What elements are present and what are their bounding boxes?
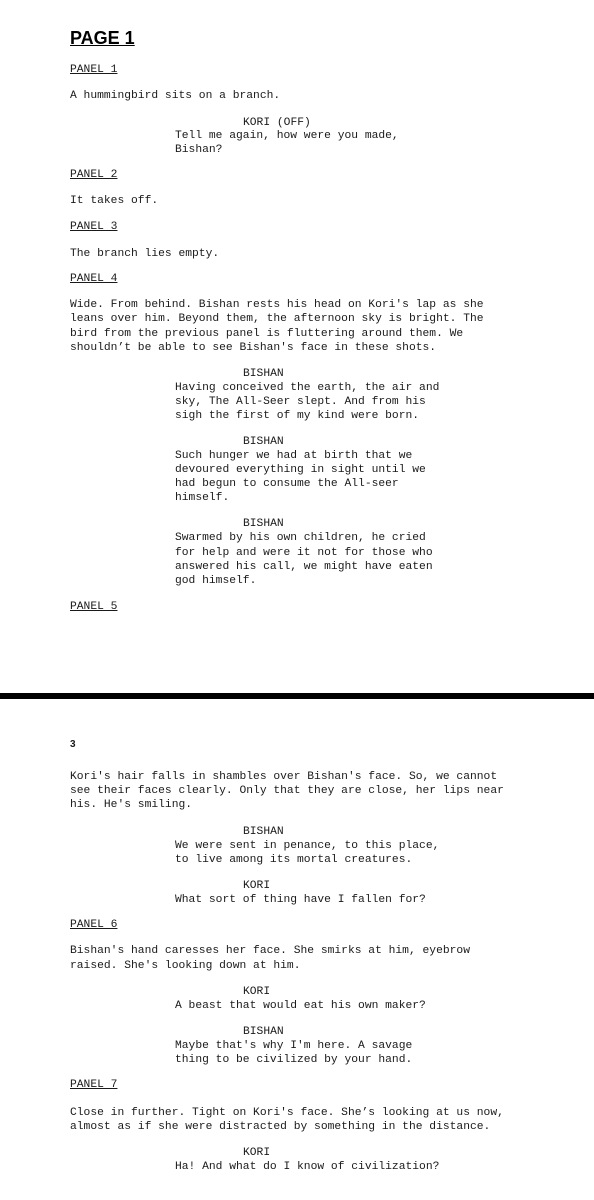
dialogue-line: devoured everything in sight until we bbox=[175, 464, 426, 476]
panel-2-action: It takes off. bbox=[70, 195, 159, 207]
dialogue-line: Maybe that's why I'm here. A savage bbox=[175, 1040, 413, 1052]
dialogue-line: Tell me again, how were you made, bbox=[175, 130, 399, 142]
dialogue-line: sky, The All-Seer slept. And from his bbox=[175, 396, 426, 408]
panel-5-heading: PANEL 5 bbox=[70, 601, 118, 613]
dialogue-line: himself. bbox=[175, 492, 230, 504]
character-name: KORI bbox=[243, 986, 271, 998]
character-name: BISHAN bbox=[243, 368, 284, 380]
action-line: Wide. From behind. Bishan rests his head on Kori's lap as she bbox=[70, 299, 484, 311]
panel-6-heading: PANEL 6 bbox=[70, 919, 118, 931]
action-line: Kori's hair falls in shambles over Bishan's face. So, we cannot bbox=[70, 771, 498, 783]
dialogue-line: answered his call, we might have eaten bbox=[175, 561, 433, 573]
action-line: Bishan's hand caresses her face. She smirks at him, eyebrow bbox=[70, 945, 470, 957]
dialogue-line: Ha! And what do I know of civilization? bbox=[175, 1161, 440, 1173]
character-name: BISHAN bbox=[243, 1026, 284, 1038]
dialogue-line: Such hunger we had at birth that we bbox=[175, 450, 413, 462]
dialogue-line: had begun to consume the All-seer bbox=[175, 478, 399, 490]
panel-7-heading: PANEL 7 bbox=[70, 1079, 118, 1091]
dialogue-line: god himself. bbox=[175, 575, 257, 587]
dialogue-line: We were sent in penance, to this place, bbox=[175, 840, 440, 852]
action-line: bird from the previous panel is fluttering around them. We bbox=[70, 328, 464, 340]
action-line: see their faces clearly. Only that they are close, her lips near bbox=[70, 785, 504, 797]
dialogue-line: Bishan? bbox=[175, 144, 223, 156]
panel-3-action: The branch lies empty. bbox=[70, 248, 220, 260]
dialogue-line: for help and were it not for those who bbox=[175, 547, 433, 559]
action-line: almost as if she were distracted by something in the distance. bbox=[70, 1121, 491, 1133]
dialogue-line: A beast that would eat his own maker? bbox=[175, 1000, 426, 1012]
panel-1-heading: PANEL 1 bbox=[70, 64, 118, 76]
character-name: KORI bbox=[243, 1147, 271, 1159]
page-title: PAGE 1 bbox=[70, 28, 135, 48]
panel-3-heading: PANEL 3 bbox=[70, 221, 118, 233]
panel-4-heading: PANEL 4 bbox=[70, 273, 118, 285]
panel-2-heading: PANEL 2 bbox=[70, 169, 118, 181]
action-line: leans over him. Beyond them, the afternoon sky is bright. The bbox=[70, 313, 484, 325]
character-name: KORI (OFF) bbox=[243, 117, 311, 129]
page-number: 3 bbox=[70, 739, 76, 750]
dialogue-line: sigh the first of my kind were born. bbox=[175, 410, 420, 422]
character-name: KORI bbox=[243, 880, 271, 892]
dialogue-line: thing to be civilized by your hand. bbox=[175, 1054, 413, 1066]
panel-1-action: A hummingbird sits on a branch. bbox=[70, 90, 281, 102]
character-name: BISHAN bbox=[243, 436, 284, 448]
dialogue-line: to live among its mortal creatures. bbox=[175, 854, 413, 866]
page-divider bbox=[0, 693, 594, 699]
character-name: BISHAN bbox=[243, 826, 284, 838]
dialogue-line: Having conceived the earth, the air and bbox=[175, 382, 440, 394]
action-line: shouldn’t be able to see Bishan's face in these shots. bbox=[70, 342, 437, 354]
action-line: raised. She's looking down at him. bbox=[70, 960, 301, 972]
action-line: Close in further. Tight on Kori's face. She’s looking at us now, bbox=[70, 1107, 504, 1119]
character-name: BISHAN bbox=[243, 518, 284, 530]
dialogue-line: What sort of thing have I fallen for? bbox=[175, 894, 426, 906]
dialogue-line: Swarmed by his own children, he cried bbox=[175, 532, 426, 544]
action-line: his. He's smiling. bbox=[70, 799, 193, 811]
